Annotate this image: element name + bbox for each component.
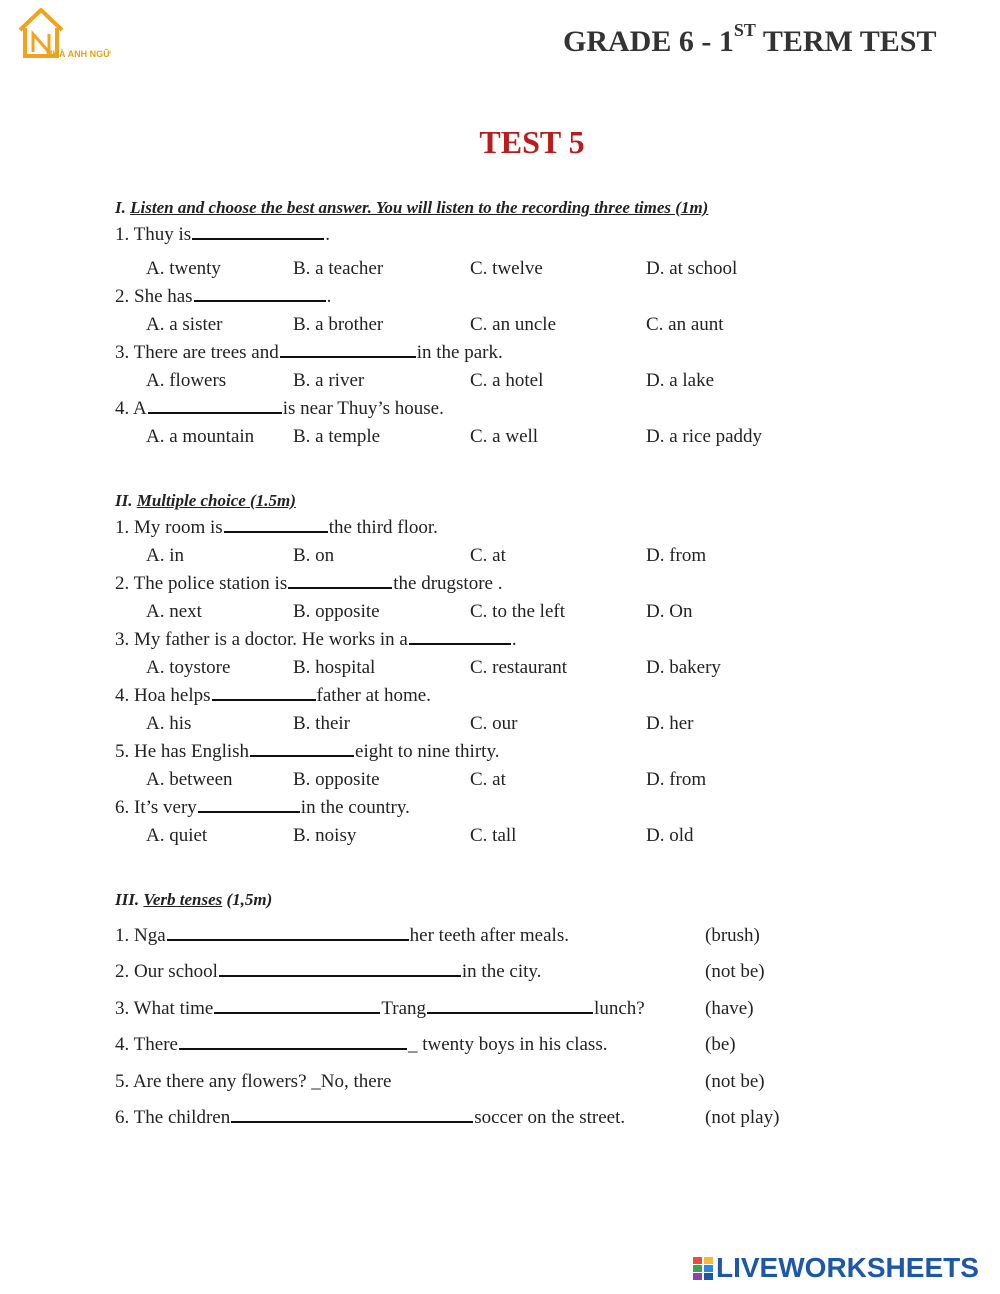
- item-text: What time: [133, 998, 214, 1019]
- option-a[interactable]: A. twenty: [146, 258, 221, 279]
- answer-blank[interactable]: [194, 286, 326, 302]
- option-c[interactable]: C. at: [470, 545, 506, 566]
- verb-hint: (not play): [705, 1107, 780, 1128]
- option-d[interactable]: D. a lake: [646, 370, 715, 391]
- item-text: soccer on the street.: [474, 1107, 626, 1128]
- question-text: is near Thuy’s house.: [282, 398, 444, 419]
- question-stem: [115, 685, 431, 707]
- section-1-title: Listen and choose the best answer. You will listen to the recording three times (1m): [130, 198, 709, 217]
- question-text: in the park.: [416, 342, 503, 363]
- answer-blank[interactable]: [192, 224, 324, 240]
- section-3-points: (1,5m): [226, 890, 273, 909]
- question-text: There are trees and: [133, 342, 279, 363]
- question-number: 6.: [115, 797, 130, 818]
- option-a[interactable]: A. next: [146, 601, 202, 622]
- question-number: 3.: [115, 342, 130, 363]
- item-number: 6.: [115, 1107, 130, 1128]
- section-3-roman: III.: [115, 890, 140, 909]
- question-stem: [115, 342, 503, 364]
- option-c[interactable]: C. restaurant: [470, 657, 568, 678]
- answer-blank[interactable]: [224, 517, 328, 533]
- option-d[interactable]: D. On: [646, 601, 693, 622]
- option-d[interactable]: D. bakery: [646, 657, 721, 678]
- option-b[interactable]: B. their: [293, 713, 350, 734]
- verb-hint: (not be): [705, 961, 765, 982]
- section-1-heading: [115, 198, 708, 218]
- option-b[interactable]: B. on: [293, 545, 335, 566]
- answer-blank[interactable]: [212, 685, 316, 701]
- option-a[interactable]: A. in: [146, 545, 184, 566]
- answer-blank[interactable]: [280, 342, 416, 358]
- liveworksheets-logo: [692, 1256, 714, 1282]
- question-text: My room is: [134, 517, 223, 538]
- question-text: the drugstore .: [393, 573, 503, 594]
- section-3-title: Verb tenses: [143, 890, 223, 909]
- option-a[interactable]: A. a mountain: [146, 426, 255, 447]
- question-number: 4.: [115, 685, 130, 706]
- item-number: 5.: [115, 1071, 130, 1092]
- question-stem: [115, 224, 330, 246]
- question-stem: [115, 797, 410, 819]
- question-number: 2.: [115, 573, 130, 594]
- option-c[interactable]: C. a well: [470, 426, 539, 447]
- option-c[interactable]: C. at: [470, 769, 506, 790]
- option-b[interactable]: B. opposite: [293, 601, 380, 622]
- option-a[interactable]: A. his: [146, 713, 192, 734]
- item-text: lunch?: [594, 998, 645, 1019]
- option-a[interactable]: A. between: [146, 769, 233, 790]
- option-a[interactable]: A. flowers: [146, 370, 227, 391]
- question-text: the third floor.: [328, 517, 438, 538]
- question-text: father at home.: [316, 685, 431, 706]
- option-d[interactable]: D. her: [646, 713, 694, 734]
- question-text: Thuy is: [133, 224, 192, 245]
- question-stem: [115, 286, 331, 308]
- question-number: 5.: [115, 741, 130, 762]
- option-d[interactable]: D. from: [646, 769, 707, 790]
- answer-blank[interactable]: [198, 797, 300, 813]
- item-number: 2.: [115, 961, 130, 982]
- question-number: 3.: [115, 629, 130, 650]
- answer-blank[interactable]: [427, 998, 593, 1014]
- item-text: There: [133, 1034, 178, 1055]
- question-text: He has English: [134, 741, 250, 762]
- option-d[interactable]: D. from: [646, 545, 707, 566]
- verb-hint: (brush): [705, 925, 760, 946]
- section-2-roman: II.: [115, 491, 133, 510]
- question-stem: [115, 573, 502, 595]
- question-text: .: [511, 629, 517, 650]
- logo-text: NHÀ ANH NGỮ: [46, 49, 111, 59]
- liveworksheets-brand[interactable]: LIVEWORKSHEETS: [716, 1252, 979, 1283]
- answer-blank[interactable]: [409, 629, 511, 645]
- question-number: 1.: [115, 517, 130, 538]
- verb-hint: (have): [705, 998, 754, 1019]
- header-title-suffix: TERM TEST: [755, 25, 937, 58]
- item-text: Trang: [381, 998, 427, 1019]
- question-text: eight to nine thirty.: [355, 741, 500, 762]
- answer-blank[interactable]: [250, 741, 354, 757]
- verb-item: [115, 1034, 607, 1056]
- answer-blank[interactable]: [288, 573, 392, 589]
- option-b[interactable]: B. a river: [293, 370, 365, 391]
- question-text: .: [325, 224, 330, 245]
- question-number: 4.: [115, 398, 130, 419]
- option-c[interactable]: C. a hotel: [470, 370, 544, 391]
- option-b[interactable]: B. opposite: [293, 769, 380, 790]
- answer-blank[interactable]: [219, 961, 461, 977]
- question-text: My father is a doctor. He works in a: [134, 629, 408, 650]
- question-text: Hoa helps: [134, 685, 211, 706]
- test-title: TEST 5: [479, 124, 585, 160]
- option-a[interactable]: A. a sister: [146, 314, 223, 335]
- item-text: Our school: [134, 961, 218, 982]
- verb-hint: (not be): [705, 1071, 765, 1092]
- option-d[interactable]: C. an aunt: [646, 314, 724, 335]
- item-text: Are there any flowers? _No, there: [132, 1071, 392, 1092]
- section-2-heading: [115, 491, 296, 511]
- item-text: her teeth after meals.: [409, 925, 569, 946]
- question-text: She has: [134, 286, 193, 307]
- option-c[interactable]: C. to the left: [470, 601, 565, 622]
- option-d[interactable]: D. old: [646, 825, 694, 846]
- verb-item: [115, 961, 541, 983]
- item-text: in the city.: [461, 961, 542, 982]
- option-c[interactable]: C. our: [470, 713, 518, 734]
- header-title: [563, 20, 937, 59]
- item-number: 4.: [115, 1034, 130, 1055]
- item-text: The children: [133, 1107, 231, 1128]
- option-b[interactable]: B. a brother: [293, 314, 384, 335]
- option-b[interactable]: B. hospital: [293, 657, 376, 678]
- option-d[interactable]: D. at school: [646, 258, 738, 279]
- verb-item: [115, 1071, 391, 1093]
- liveworksheets-blocks-icon: [692, 1256, 714, 1282]
- verb-item: [115, 1107, 625, 1129]
- verb-item: [115, 925, 569, 947]
- option-a[interactable]: A. quiet: [146, 825, 208, 846]
- question-stem: [115, 517, 438, 539]
- verb-item: [115, 998, 645, 1020]
- logo: [16, 6, 131, 64]
- header-title-prefix: GRADE 6 - 1: [563, 25, 734, 58]
- header-title-sup: ST: [733, 20, 756, 40]
- item-text: Nga: [134, 925, 166, 946]
- option-b[interactable]: B. a temple: [293, 426, 381, 447]
- option-a[interactable]: A. toystore: [146, 657, 231, 678]
- item-number: 3.: [115, 998, 130, 1019]
- item-text: _ twenty boys in his class.: [407, 1034, 608, 1055]
- question-text: It’s very: [134, 797, 197, 818]
- section-2-title: Multiple choice (1.5m): [136, 491, 296, 510]
- question-stem: [115, 741, 499, 763]
- question-stem: [115, 629, 517, 651]
- option-b[interactable]: B. a teacher: [293, 258, 384, 279]
- verb-hint: (be): [705, 1034, 736, 1055]
- question-text: A: [132, 398, 147, 419]
- section-1-roman: I.: [115, 198, 126, 217]
- option-b[interactable]: B. noisy: [293, 825, 357, 846]
- answer-blank[interactable]: [148, 398, 282, 414]
- answer-blank[interactable]: [231, 1107, 473, 1123]
- answer-blank[interactable]: [214, 998, 380, 1014]
- question-stem: [115, 398, 444, 420]
- answer-blank[interactable]: [179, 1034, 407, 1050]
- question-number: 2.: [115, 286, 130, 307]
- item-number: 1.: [115, 925, 130, 946]
- option-c[interactable]: C. an uncle: [470, 314, 557, 335]
- option-c[interactable]: C. tall: [470, 825, 517, 846]
- question-text: .: [326, 286, 332, 307]
- option-c[interactable]: C. twelve: [470, 258, 543, 279]
- option-d[interactable]: D. a rice paddy: [646, 426, 763, 447]
- answer-blank[interactable]: [167, 925, 409, 941]
- question-text: The police station is: [133, 573, 288, 594]
- question-number: 1.: [115, 224, 130, 245]
- question-text: in the country.: [300, 797, 410, 818]
- section-3-heading: [115, 890, 272, 910]
